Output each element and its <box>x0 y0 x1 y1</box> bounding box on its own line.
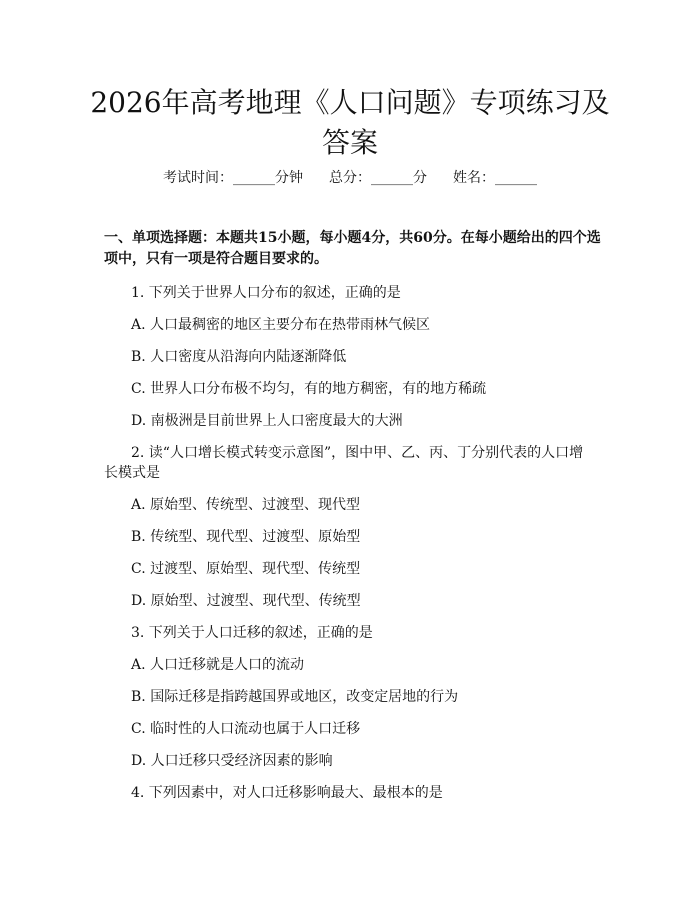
question-stem: 4. 下列因素中，对人口迁移影响最大、最根本的是 <box>131 785 443 801</box>
answer-option: C. 过渡型、原始型、现代型、传统型 <box>131 561 361 577</box>
question-stem: 3. 下列关于人口迁移的叙述，正确的是 <box>131 625 373 641</box>
exam-info-row <box>0 168 700 188</box>
student-name-label: 姓名：______ <box>453 170 537 186</box>
answer-option: C. 世界人口分布极不均匀，有的地方稠密，有的地方稀疏 <box>131 381 487 397</box>
answer-option: A. 人口最稠密的地区主要分布在热带雨林气候区 <box>131 317 431 333</box>
answer-option: D. 南极洲是目前世界上人口密度最大的大洲 <box>131 413 403 429</box>
answer-option: B. 人口密度从沿海向内陆逐渐降低 <box>131 349 347 365</box>
answer-option: B. 传统型、现代型、过渡型、原始型 <box>131 529 361 545</box>
answer-option: D. 人口迁移只受经济因素的影响 <box>131 753 333 769</box>
total-score-label: 总分：______分 <box>329 170 427 186</box>
question-stem: 1. 下列关于世界人口分布的叙述，正确的是 <box>131 285 401 301</box>
document-title: 2026年高考地理《人口问题》专项练习及答案 <box>90 86 610 159</box>
answer-option: D. 原始型、过渡型、现代型、传统型 <box>131 593 361 609</box>
question-stem: 2. 读“人口增长模式转变示意图”，图中甲、乙、丙、丁分别代表的人口增 <box>131 445 584 461</box>
answer-option: C. 临时性的人口流动也属于人口迁移 <box>131 721 361 737</box>
question-stem-continuation: 长模式是 <box>104 465 160 481</box>
answer-option: B. 国际迁移是指跨越国界或地区，改变定居地的行为 <box>131 689 459 705</box>
answer-option: A. 人口迁移就是人口的流动 <box>131 657 305 673</box>
section-heading: 一、单项选择题：本题共15小题，每小题4分，共60分。在每小题给出的四个选项中，只有一项是符合题目要求的。 <box>104 230 601 267</box>
answer-option: A. 原始型、传统型、过渡型、现代型 <box>131 497 361 513</box>
exam-time-label: 考试时间：______分钟 <box>163 170 303 186</box>
